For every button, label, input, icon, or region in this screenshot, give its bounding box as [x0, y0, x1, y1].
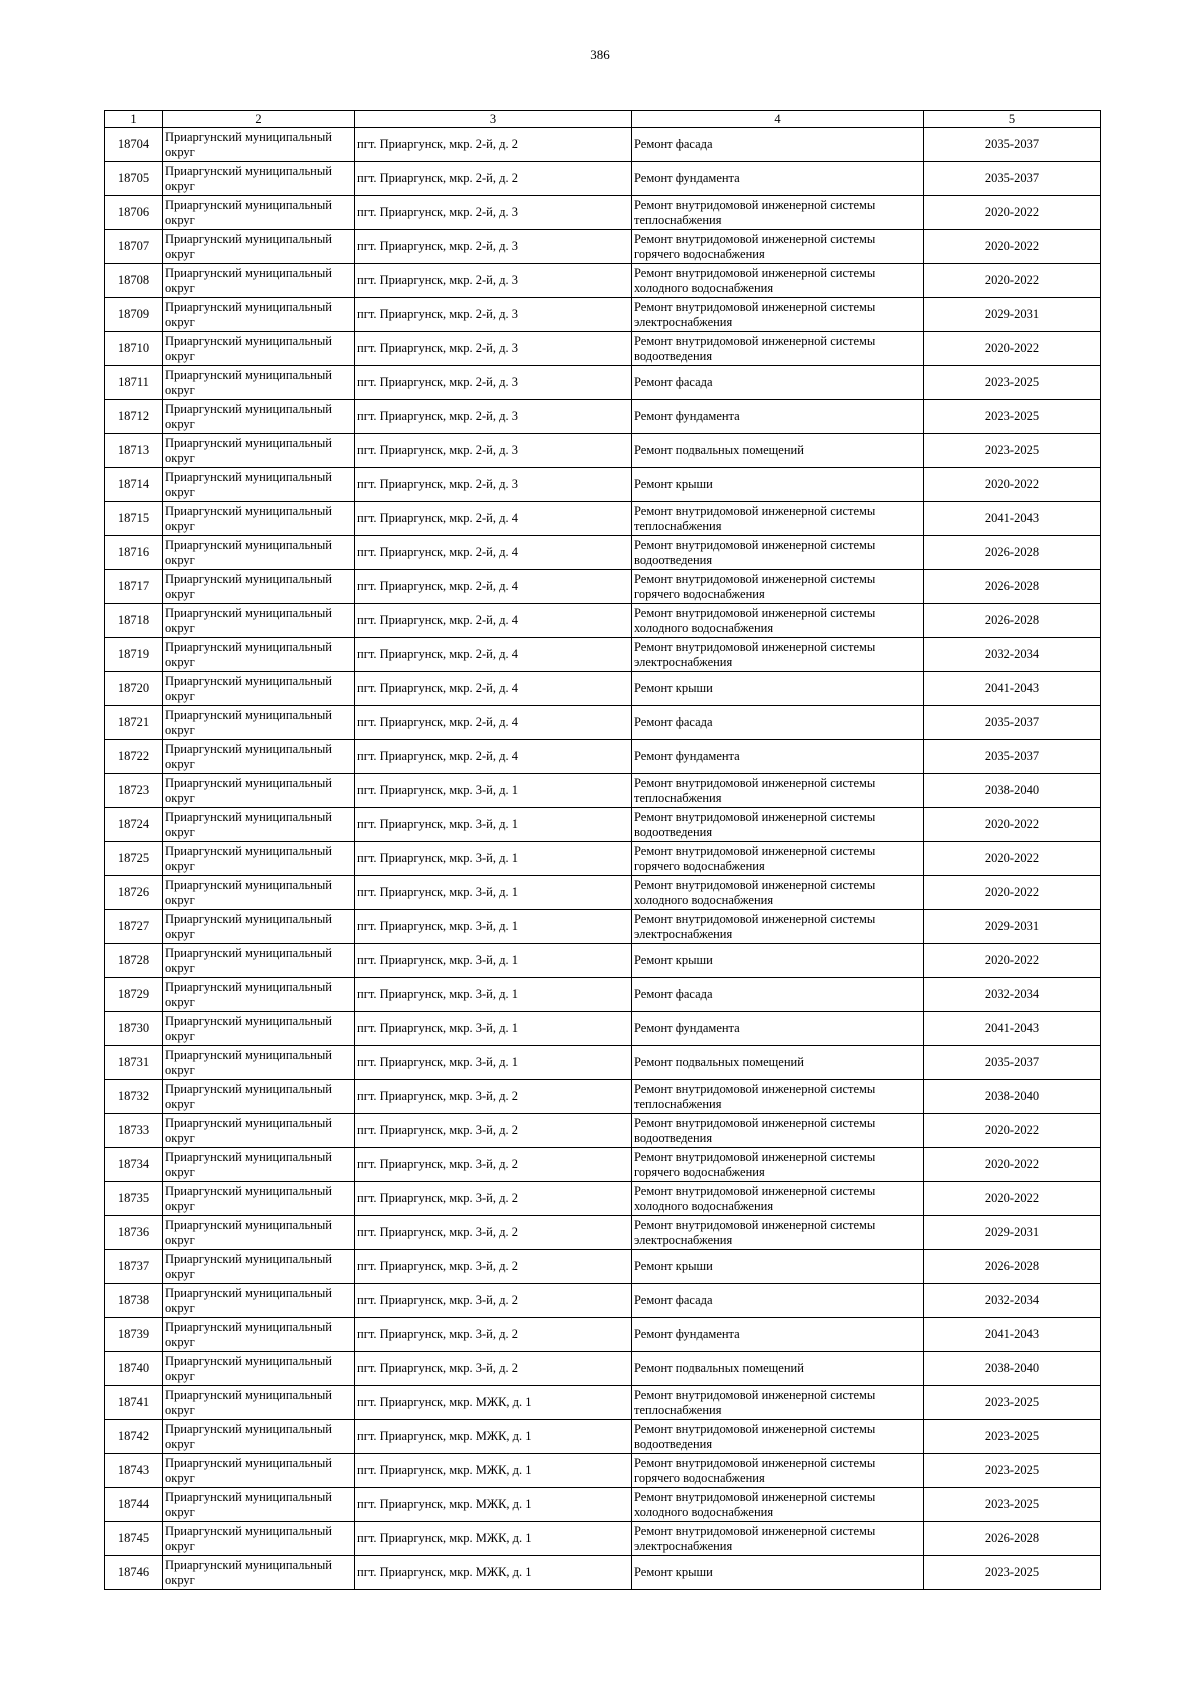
row-number-cell: 18741: [105, 1386, 163, 1420]
period-cell: 2020-2022: [924, 808, 1101, 842]
row-number-cell: 18716: [105, 536, 163, 570]
municipality-cell: Приаргунский муниципальный округ: [163, 230, 355, 264]
period-cell: 2020-2022: [924, 944, 1101, 978]
address-cell: пгт. Приаргунск, мкр. МЖК, д. 1: [355, 1522, 632, 1556]
municipality-cell: Приаргунский муниципальный округ: [163, 1046, 355, 1080]
table-row: [105, 264, 1101, 298]
address-cell: пгт. Приаргунск, мкр. МЖК, д. 1: [355, 1420, 632, 1454]
municipality-cell: Приаргунский муниципальный округ: [163, 1114, 355, 1148]
work-type-cell: Ремонт внутридомовой инженерной системы холодного водоснабжения: [632, 1488, 924, 1522]
work-type-cell: Ремонт внутридомовой инженерной системы теплоснабжения: [632, 774, 924, 808]
table-row: [105, 944, 1101, 978]
row-number-cell: 18714: [105, 468, 163, 502]
address-cell: пгт. Приаргунск, мкр. 3-й, д. 2: [355, 1318, 632, 1352]
period-cell: 2029-2031: [924, 298, 1101, 332]
address-cell: пгт. Приаргунск, мкр. 2-й, д. 3: [355, 298, 632, 332]
period-cell: 2023-2025: [924, 1420, 1101, 1454]
row-number-cell: 18710: [105, 332, 163, 366]
period-cell: 2023-2025: [924, 366, 1101, 400]
period-cell: 2020-2022: [924, 1114, 1101, 1148]
table-row: [105, 332, 1101, 366]
period-cell: 2041-2043: [924, 1318, 1101, 1352]
table-row: [105, 978, 1101, 1012]
work-type-cell: Ремонт фундамента: [632, 1318, 924, 1352]
period-cell: 2023-2025: [924, 1454, 1101, 1488]
table-row: [105, 1148, 1101, 1182]
municipality-cell: Приаргунский муниципальный округ: [163, 1284, 355, 1318]
work-type-cell: Ремонт внутридомовой инженерной системы теплоснабжения: [632, 1386, 924, 1420]
municipality-cell: Приаргунский муниципальный округ: [163, 366, 355, 400]
address-cell: пгт. Приаргунск, мкр. 3-й, д. 1: [355, 1046, 632, 1080]
work-type-cell: Ремонт фасада: [632, 128, 924, 162]
row-number-cell: 18746: [105, 1556, 163, 1590]
municipality-cell: Приаргунский муниципальный округ: [163, 1216, 355, 1250]
table-row: [105, 128, 1101, 162]
work-type-cell: Ремонт внутридомовой инженерной системы водоотведения: [632, 332, 924, 366]
work-type-cell: Ремонт внутридомовой инженерной системы электроснабжения: [632, 1522, 924, 1556]
address-cell: пгт. Приаргунск, мкр. 2-й, д. 3: [355, 434, 632, 468]
municipality-cell: Приаргунский муниципальный округ: [163, 298, 355, 332]
period-cell: 2032-2034: [924, 1284, 1101, 1318]
municipality-cell: Приаргунский муниципальный округ: [163, 876, 355, 910]
municipality-cell: Приаргунский муниципальный округ: [163, 672, 355, 706]
table-row: [105, 1420, 1101, 1454]
row-number-cell: 18717: [105, 570, 163, 604]
table-row: [105, 298, 1101, 332]
address-cell: пгт. Приаргунск, мкр. 3-й, д. 1: [355, 876, 632, 910]
work-type-cell: Ремонт внутридомовой инженерной системы холодного водоснабжения: [632, 876, 924, 910]
work-type-cell: Ремонт внутридомовой инженерной системы электроснабжения: [632, 638, 924, 672]
address-cell: пгт. Приаргунск, мкр. МЖК, д. 1: [355, 1386, 632, 1420]
address-cell: пгт. Приаргунск, мкр. 3-й, д. 1: [355, 978, 632, 1012]
address-cell: пгт. Приаргунск, мкр. 3-й, д. 2: [355, 1250, 632, 1284]
work-type-cell: Ремонт крыши: [632, 1556, 924, 1590]
period-cell: 2020-2022: [924, 264, 1101, 298]
column-header: 1: [105, 111, 163, 128]
period-cell: 2029-2031: [924, 910, 1101, 944]
row-number-cell: 18736: [105, 1216, 163, 1250]
table-row: [105, 1182, 1101, 1216]
address-cell: пгт. Приаргунск, мкр. 3-й, д. 2: [355, 1182, 632, 1216]
row-number-cell: 18724: [105, 808, 163, 842]
address-cell: пгт. Приаргунск, мкр. МЖК, д. 1: [355, 1454, 632, 1488]
period-cell: 2038-2040: [924, 1352, 1101, 1386]
address-cell: пгт. Приаргунск, мкр. 2-й, д. 3: [355, 230, 632, 264]
municipality-cell: Приаргунский муниципальный округ: [163, 1522, 355, 1556]
table-row: [105, 1318, 1101, 1352]
municipality-cell: Приаргунский муниципальный округ: [163, 502, 355, 536]
row-number-cell: 18719: [105, 638, 163, 672]
period-cell: 2020-2022: [924, 230, 1101, 264]
address-cell: пгт. Приаргунск, мкр. 2-й, д. 3: [355, 264, 632, 298]
registry-table: [104, 110, 1101, 1590]
column-header: 4: [632, 111, 924, 128]
period-cell: 2020-2022: [924, 196, 1101, 230]
row-number-cell: 18709: [105, 298, 163, 332]
column-header: 3: [355, 111, 632, 128]
municipality-cell: Приаргунский муниципальный округ: [163, 1556, 355, 1590]
work-type-cell: Ремонт внутридомовой инженерной системы горячего водоснабжения: [632, 1454, 924, 1488]
row-number-cell: 18715: [105, 502, 163, 536]
table-row: [105, 1012, 1101, 1046]
period-cell: 2026-2028: [924, 570, 1101, 604]
table-row: [105, 1284, 1101, 1318]
work-type-cell: Ремонт внутридомовой инженерной системы водоотведения: [632, 536, 924, 570]
table-row: [105, 1114, 1101, 1148]
row-number-cell: 18737: [105, 1250, 163, 1284]
row-number-cell: 18713: [105, 434, 163, 468]
address-cell: пгт. Приаргунск, мкр. МЖК, д. 1: [355, 1488, 632, 1522]
address-cell: пгт. Приаргунск, мкр. 3-й, д. 1: [355, 910, 632, 944]
municipality-cell: Приаргунский муниципальный округ: [163, 196, 355, 230]
table-row: [105, 876, 1101, 910]
address-cell: пгт. Приаргунск, мкр. 3-й, д. 2: [355, 1114, 632, 1148]
period-cell: 2020-2022: [924, 876, 1101, 910]
municipality-cell: Приаргунский муниципальный округ: [163, 128, 355, 162]
table-row: [105, 672, 1101, 706]
work-type-cell: Ремонт фундамента: [632, 162, 924, 196]
row-number-cell: 18740: [105, 1352, 163, 1386]
work-type-cell: Ремонт внутридомовой инженерной системы теплоснабжения: [632, 502, 924, 536]
address-cell: пгт. Приаргунск, мкр. 3-й, д. 2: [355, 1216, 632, 1250]
table-row: [105, 910, 1101, 944]
period-cell: 2023-2025: [924, 434, 1101, 468]
address-cell: пгт. Приаргунск, мкр. 2-й, д. 3: [355, 196, 632, 230]
work-type-cell: Ремонт внутридомовой инженерной системы холодного водоснабжения: [632, 1182, 924, 1216]
table-header: [105, 111, 1101, 128]
row-number-cell: 18707: [105, 230, 163, 264]
work-type-cell: Ремонт внутридомовой инженерной системы горячего водоснабжения: [632, 842, 924, 876]
row-number-cell: 18722: [105, 740, 163, 774]
table-row: [105, 604, 1101, 638]
table-row: [105, 706, 1101, 740]
work-type-cell: Ремонт внутридомовой инженерной системы горячего водоснабжения: [632, 230, 924, 264]
table-row: [105, 162, 1101, 196]
municipality-cell: Приаргунский муниципальный округ: [163, 842, 355, 876]
table-row: [105, 502, 1101, 536]
period-cell: 2035-2037: [924, 1046, 1101, 1080]
municipality-cell: Приаргунский муниципальный округ: [163, 1488, 355, 1522]
address-cell: пгт. Приаргунск, мкр. 3-й, д. 1: [355, 944, 632, 978]
table-row: [105, 1386, 1101, 1420]
row-number-cell: 18730: [105, 1012, 163, 1046]
period-cell: 2020-2022: [924, 1182, 1101, 1216]
period-cell: 2020-2022: [924, 468, 1101, 502]
work-type-cell: Ремонт внутридомовой инженерной системы холодного водоснабжения: [632, 604, 924, 638]
address-cell: пгт. Приаргунск, мкр. 3-й, д. 1: [355, 842, 632, 876]
address-cell: пгт. Приаргунск, мкр. 2-й, д. 4: [355, 672, 632, 706]
period-cell: 2020-2022: [924, 1148, 1101, 1182]
work-type-cell: Ремонт фасада: [632, 1284, 924, 1318]
work-type-cell: Ремонт крыши: [632, 944, 924, 978]
work-type-cell: Ремонт внутридомовой инженерной системы теплоснабжения: [632, 196, 924, 230]
address-cell: пгт. Приаргунск, мкр. 3-й, д. 1: [355, 774, 632, 808]
period-cell: 2026-2028: [924, 604, 1101, 638]
table-row: [105, 1080, 1101, 1114]
work-type-cell: Ремонт фундамента: [632, 1012, 924, 1046]
row-number-cell: 18744: [105, 1488, 163, 1522]
municipality-cell: Приаргунский муниципальный округ: [163, 1012, 355, 1046]
municipality-cell: Приаргунский муниципальный округ: [163, 1420, 355, 1454]
period-cell: 2023-2025: [924, 400, 1101, 434]
municipality-cell: Приаргунский муниципальный округ: [163, 1182, 355, 1216]
table-row: [105, 842, 1101, 876]
work-type-cell: Ремонт подвальных помещений: [632, 434, 924, 468]
period-cell: 2026-2028: [924, 1522, 1101, 1556]
period-cell: 2035-2037: [924, 162, 1101, 196]
municipality-cell: Приаргунский муниципальный округ: [163, 1386, 355, 1420]
municipality-cell: Приаргунский муниципальный округ: [163, 706, 355, 740]
row-number-cell: 18720: [105, 672, 163, 706]
municipality-cell: Приаргунский муниципальный округ: [163, 944, 355, 978]
row-number-cell: 18704: [105, 128, 163, 162]
row-number-cell: 18742: [105, 1420, 163, 1454]
period-cell: 2026-2028: [924, 536, 1101, 570]
row-number-cell: 18733: [105, 1114, 163, 1148]
table-row: [105, 400, 1101, 434]
row-number-cell: 18705: [105, 162, 163, 196]
municipality-cell: Приаргунский муниципальный округ: [163, 774, 355, 808]
municipality-cell: Приаргунский муниципальный округ: [163, 570, 355, 604]
municipality-cell: Приаргунский муниципальный округ: [163, 536, 355, 570]
address-cell: пгт. Приаргунск, мкр. 2-й, д. 4: [355, 740, 632, 774]
header-row: [105, 111, 1101, 128]
table-row: [105, 1488, 1101, 1522]
row-number-cell: 18731: [105, 1046, 163, 1080]
municipality-cell: Приаргунский муниципальный округ: [163, 910, 355, 944]
row-number-cell: 18739: [105, 1318, 163, 1352]
address-cell: пгт. Приаргунск, мкр. 2-й, д. 4: [355, 706, 632, 740]
work-type-cell: Ремонт внутридомовой инженерной системы горячего водоснабжения: [632, 570, 924, 604]
work-type-cell: Ремонт внутридомовой инженерной системы электроснабжения: [632, 298, 924, 332]
work-type-cell: Ремонт фундамента: [632, 740, 924, 774]
table-row: [105, 434, 1101, 468]
address-cell: пгт. Приаргунск, мкр. 2-й, д. 3: [355, 468, 632, 502]
table-row: [105, 1522, 1101, 1556]
address-cell: пгт. Приаргунск, мкр. 2-й, д. 2: [355, 162, 632, 196]
row-number-cell: 18726: [105, 876, 163, 910]
table-row: [105, 638, 1101, 672]
work-type-cell: Ремонт внутридомовой инженерной системы водоотведения: [632, 1114, 924, 1148]
municipality-cell: Приаргунский муниципальный округ: [163, 434, 355, 468]
work-type-cell: Ремонт фундамента: [632, 400, 924, 434]
period-cell: 2020-2022: [924, 842, 1101, 876]
table-row: [105, 366, 1101, 400]
municipality-cell: Приаргунский муниципальный округ: [163, 740, 355, 774]
municipality-cell: Приаргунский муниципальный округ: [163, 978, 355, 1012]
table-row: [105, 468, 1101, 502]
work-type-cell: Ремонт внутридомовой инженерной системы водоотведения: [632, 808, 924, 842]
column-header: 2: [163, 111, 355, 128]
period-cell: 2032-2034: [924, 638, 1101, 672]
work-type-cell: Ремонт внутридомовой инженерной системы теплоснабжения: [632, 1080, 924, 1114]
row-number-cell: 18738: [105, 1284, 163, 1318]
table-body: [105, 128, 1101, 1590]
row-number-cell: 18711: [105, 366, 163, 400]
period-cell: 2038-2040: [924, 1080, 1101, 1114]
table-row: [105, 1454, 1101, 1488]
address-cell: пгт. Приаргунск, мкр. 2-й, д. 3: [355, 366, 632, 400]
period-cell: 2023-2025: [924, 1488, 1101, 1522]
table-row: [105, 1556, 1101, 1590]
work-type-cell: Ремонт внутридомовой инженерной системы электроснабжения: [632, 1216, 924, 1250]
row-number-cell: 18745: [105, 1522, 163, 1556]
work-type-cell: Ремонт внутридомовой инженерной системы электроснабжения: [632, 910, 924, 944]
work-type-cell: Ремонт крыши: [632, 468, 924, 502]
page-number: 386: [590, 47, 610, 62]
table-row: [105, 1250, 1101, 1284]
period-cell: 2041-2043: [924, 502, 1101, 536]
work-type-cell: Ремонт фасада: [632, 366, 924, 400]
row-number-cell: 18732: [105, 1080, 163, 1114]
period-cell: 2041-2043: [924, 672, 1101, 706]
table-row: [105, 570, 1101, 604]
row-number-cell: 18725: [105, 842, 163, 876]
period-cell: 2038-2040: [924, 774, 1101, 808]
address-cell: пгт. Приаргунск, мкр. 3-й, д. 1: [355, 1012, 632, 1046]
work-type-cell: Ремонт фасада: [632, 978, 924, 1012]
table-row: [105, 196, 1101, 230]
period-cell: 2035-2037: [924, 128, 1101, 162]
work-type-cell: Ремонт внутридомовой инженерной системы горячего водоснабжения: [632, 1148, 924, 1182]
municipality-cell: Приаргунский муниципальный округ: [163, 400, 355, 434]
table-row: [105, 740, 1101, 774]
municipality-cell: Приаргунский муниципальный округ: [163, 604, 355, 638]
address-cell: пгт. Приаргунск, мкр. 2-й, д. 4: [355, 638, 632, 672]
table-row: [105, 808, 1101, 842]
row-number-cell: 18708: [105, 264, 163, 298]
table-row: [105, 1216, 1101, 1250]
municipality-cell: Приаргунский муниципальный округ: [163, 332, 355, 366]
work-type-cell: Ремонт внутридомовой инженерной системы холодного водоснабжения: [632, 264, 924, 298]
work-type-cell: Ремонт крыши: [632, 1250, 924, 1284]
address-cell: пгт. Приаргунск, мкр. 3-й, д. 2: [355, 1080, 632, 1114]
address-cell: пгт. Приаргунск, мкр. 3-й, д. 2: [355, 1284, 632, 1318]
period-cell: 2035-2037: [924, 706, 1101, 740]
municipality-cell: Приаргунский муниципальный округ: [163, 162, 355, 196]
table-row: [105, 1046, 1101, 1080]
row-number-cell: 18735: [105, 1182, 163, 1216]
row-number-cell: 18706: [105, 196, 163, 230]
address-cell: пгт. Приаргунск, мкр. 2-й, д. 4: [355, 502, 632, 536]
table-row: [105, 774, 1101, 808]
table-row: [105, 230, 1101, 264]
municipality-cell: Приаргунский муниципальный округ: [163, 1352, 355, 1386]
row-number-cell: 18718: [105, 604, 163, 638]
municipality-cell: Приаргунский муниципальный округ: [163, 264, 355, 298]
row-number-cell: 18721: [105, 706, 163, 740]
period-cell: 2032-2034: [924, 978, 1101, 1012]
address-cell: пгт. Приаргунск, мкр. 2-й, д. 2: [355, 128, 632, 162]
municipality-cell: Приаргунский муниципальный округ: [163, 1454, 355, 1488]
row-number-cell: 18723: [105, 774, 163, 808]
period-cell: 2026-2028: [924, 1250, 1101, 1284]
period-cell: 2020-2022: [924, 332, 1101, 366]
municipality-cell: Приаргунский муниципальный округ: [163, 468, 355, 502]
address-cell: пгт. Приаргунск, мкр. 2-й, д. 3: [355, 332, 632, 366]
row-number-cell: 18743: [105, 1454, 163, 1488]
address-cell: пгт. Приаргунск, мкр. 2-й, д. 4: [355, 604, 632, 638]
column-header: 5: [924, 111, 1101, 128]
row-number-cell: 18729: [105, 978, 163, 1012]
table-row: [105, 536, 1101, 570]
address-cell: пгт. Приаргунск, мкр. 2-й, д. 4: [355, 536, 632, 570]
row-number-cell: 18734: [105, 1148, 163, 1182]
address-cell: пгт. Приаргунск, мкр. 3-й, д. 2: [355, 1148, 632, 1182]
municipality-cell: Приаргунский муниципальный округ: [163, 808, 355, 842]
row-number-cell: 18712: [105, 400, 163, 434]
table-row: [105, 1352, 1101, 1386]
work-type-cell: Ремонт подвальных помещений: [632, 1352, 924, 1386]
address-cell: пгт. Приаргунск, мкр. 3-й, д. 1: [355, 808, 632, 842]
work-type-cell: Ремонт внутридомовой инженерной системы водоотведения: [632, 1420, 924, 1454]
address-cell: пгт. Приаргунск, мкр. 2-й, д. 4: [355, 570, 632, 604]
period-cell: 2041-2043: [924, 1012, 1101, 1046]
municipality-cell: Приаргунский муниципальный округ: [163, 1148, 355, 1182]
row-number-cell: 18728: [105, 944, 163, 978]
work-type-cell: Ремонт крыши: [632, 672, 924, 706]
address-cell: пгт. Приаргунск, мкр. 2-й, д. 3: [355, 400, 632, 434]
period-cell: 2023-2025: [924, 1556, 1101, 1590]
address-cell: пгт. Приаргунск, мкр. 3-й, д. 2: [355, 1352, 632, 1386]
period-cell: 2035-2037: [924, 740, 1101, 774]
work-type-cell: Ремонт фасада: [632, 706, 924, 740]
municipality-cell: Приаргунский муниципальный округ: [163, 1318, 355, 1352]
period-cell: 2029-2031: [924, 1216, 1101, 1250]
municipality-cell: Приаргунский муниципальный округ: [163, 638, 355, 672]
address-cell: пгт. Приаргунск, мкр. МЖК, д. 1: [355, 1556, 632, 1590]
municipality-cell: Приаргунский муниципальный округ: [163, 1080, 355, 1114]
period-cell: 2023-2025: [924, 1386, 1101, 1420]
work-type-cell: Ремонт подвальных помещений: [632, 1046, 924, 1080]
row-number-cell: 18727: [105, 910, 163, 944]
municipality-cell: Приаргунский муниципальный округ: [163, 1250, 355, 1284]
